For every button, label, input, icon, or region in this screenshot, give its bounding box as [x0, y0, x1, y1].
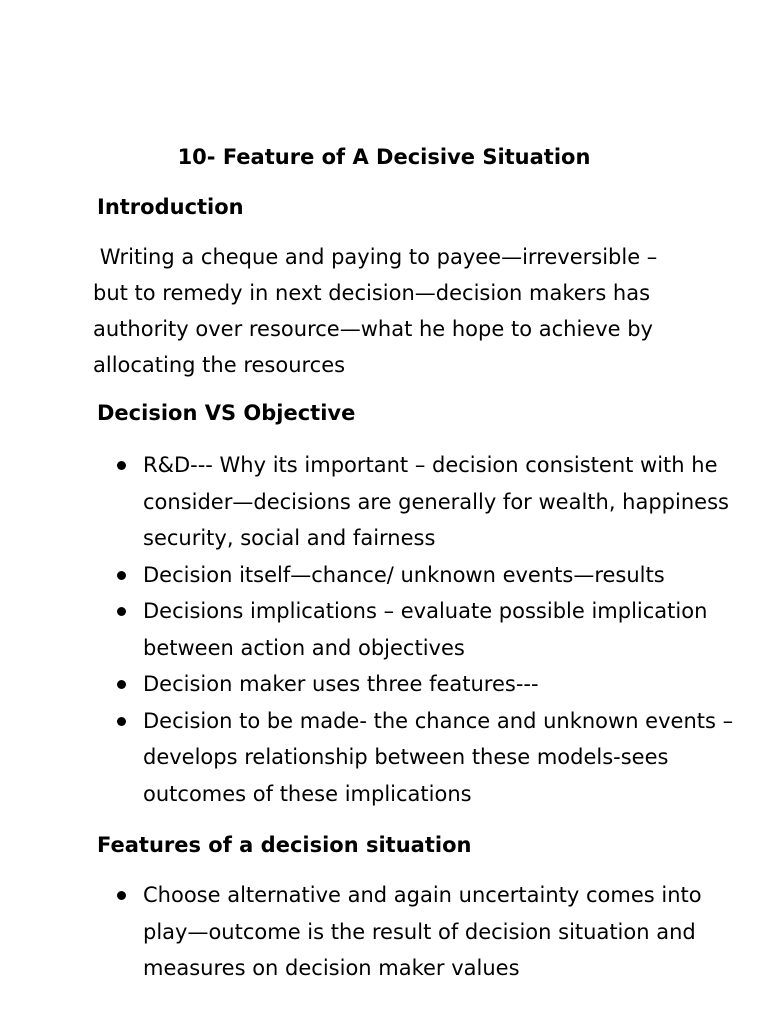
bullet-icon	[117, 891, 126, 900]
bullet-icon	[117, 571, 126, 580]
list-item-text: Decision to be made- the chance and unknown events – develops relationship between these models-sees outcomes of these implications	[143, 708, 734, 806]
bullet-icon	[117, 461, 126, 470]
list-item	[0, 666, 743, 703]
decision-vs-objective-list	[0, 447, 768, 812]
list-item	[0, 703, 743, 813]
bullet-icon	[117, 680, 126, 689]
list-item-text: Choose alternative and again uncertainty comes into play—outcome is the result of decision situation and measures on decision maker values	[143, 883, 702, 980]
bullet-icon	[117, 607, 126, 616]
list-item	[0, 557, 743, 594]
features-list	[0, 877, 768, 987]
list-item-text: R&D--- Why its important – decision consistent with he consider—decisions are generally for wealth, happiness security, social and fairness	[143, 453, 729, 550]
bullet-icon	[117, 717, 126, 726]
page-title: 10- Feature of A Decisive Situation	[177, 145, 591, 169]
list-item	[0, 447, 743, 557]
list-item-text: Decision maker uses three features---	[143, 672, 539, 696]
list-item	[0, 593, 743, 666]
introduction-heading: Introduction	[97, 195, 244, 219]
decision-vs-objective-heading: Decision VS Objective	[97, 401, 356, 425]
list-item-text: Decisions implications – evaluate possible implication between action and objectives	[143, 599, 708, 660]
list-item-text: Decision itself—chance/ unknown events—results	[143, 562, 665, 587]
features-heading: Features of a decision situation	[97, 833, 472, 857]
introduction-paragraph: Writing a cheque and paying to payee—irreversible – but to remedy in next decision—decision makers has authority over resource—what he hope to achieve by allocating the resources	[93, 245, 664, 377]
list-item	[0, 877, 743, 987]
